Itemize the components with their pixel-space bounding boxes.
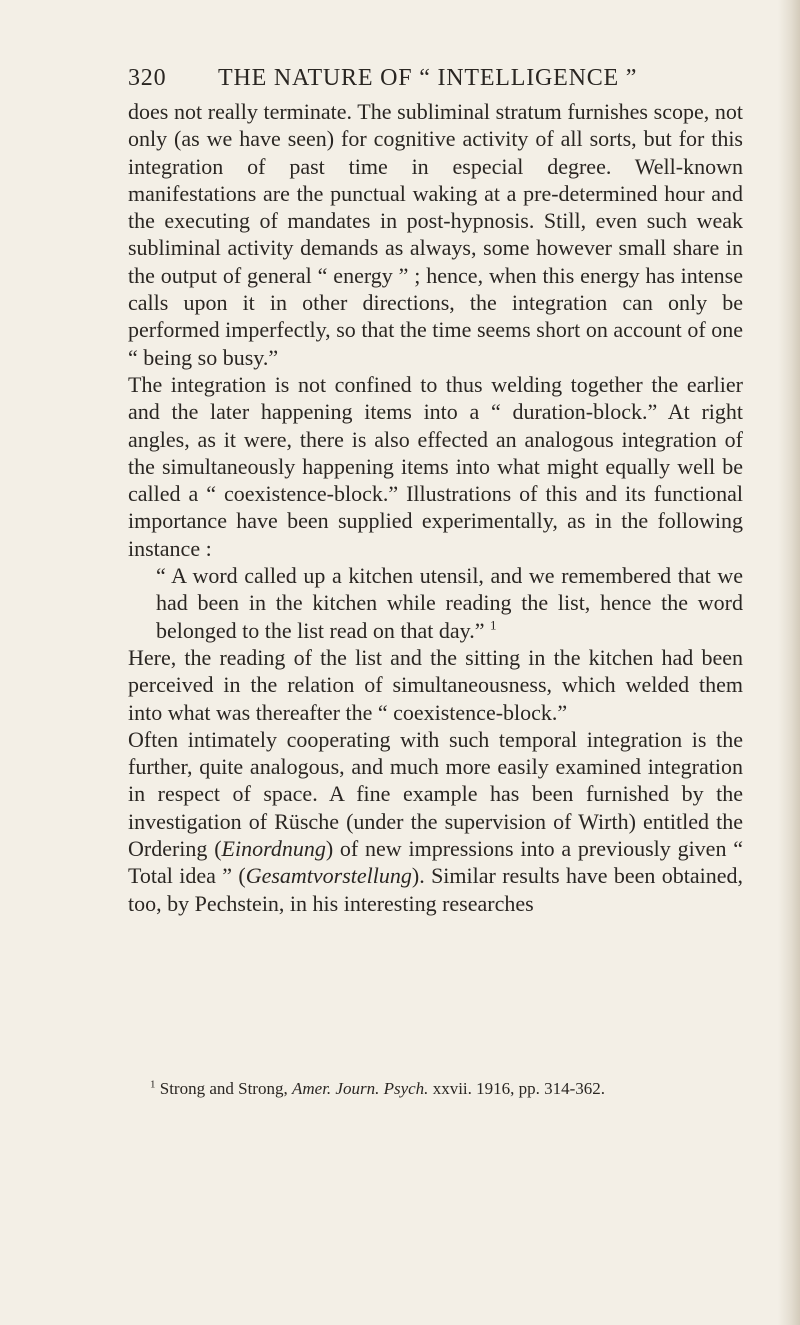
footnote-number: 1 (150, 1078, 156, 1091)
paragraph-space-integration (128, 726, 743, 917)
page-edge-shadow (778, 0, 800, 1325)
term-einordnung: Einordnung (221, 836, 326, 862)
footnote-text-b: xxvii. 1916, pp. 314-362. (428, 1079, 606, 1098)
paragraph-space-text-e: ). Similar results have been obtained, too, by Pechstein, in his interesting researches (128, 863, 744, 916)
paragraph-continued: does not really terminate. The subliminal stratum furnishes scope, not only (as we have seen) for cognitive activity of all sorts, but for this integration of past time in especial degree. Well-known manifestations are the punctual waking at a pre-determined hour and the executing of mandates in post-hypnosis. Still, even such weak subliminal activity demands as always, some however small share in the output of general “ energy ” ; hence, when this energy has intense calls upon it in other directions, the integration can only be performed imperfectly, so that the time seems short on account of one “ being so busy.” (128, 99, 743, 370)
running-head (128, 58, 748, 98)
body-text (128, 98, 743, 917)
page-title: THE NATURE OF “ INTELLIGENCE ” (218, 65, 638, 91)
paragraph-space-text-a: Often intimately cooperating with such temporal integration is the further, quite analogous, and much more easily examined integration in respect of space. A fine example has been furnished by the investigation of Rüsche (under the supervision of Wirth) entitled the Ordering ( (128, 726, 743, 862)
footnote-marker: 1 (489, 617, 497, 633)
footnote (128, 1078, 743, 1100)
paragraph-duration-block-text: The integration is not confined to thus welding together the earlier and the later happening items into a “ duration-block.” At right angles, as it were, there is also effected an analogous integration of the simultaneously happening items into what might equally well be called a “ coexistence-block.” Illustrations of this and its functional importance have been supplied experimentally, as in the following instance : (128, 371, 743, 561)
block-quote-text: “ A word called up a kitchen utensil, and we remembered that we had been in the kitchen while reading the list, hence the word belonged to the list read on that day.” (156, 563, 743, 643)
page-number: 320 (128, 65, 167, 91)
footnote-journal: Amer. Journ. Psych. (291, 1079, 429, 1098)
paragraph-duration-block (128, 371, 743, 562)
paragraph-coexistence: Here, the reading of the list and the sitting in the kitchen had been perceived in the relation of simultaneousness, which welded them into what was thereafter the “ coexistence-block.” (128, 644, 743, 725)
block-quote (128, 562, 743, 644)
footnote-text-a: Strong and Strong, (159, 1079, 292, 1098)
paragraph-space-text-c: ) of new impressions into a previously given “ Total idea ” ( (128, 836, 743, 889)
term-gesamtvorstellung: Gesamtvorstellung (245, 863, 412, 889)
